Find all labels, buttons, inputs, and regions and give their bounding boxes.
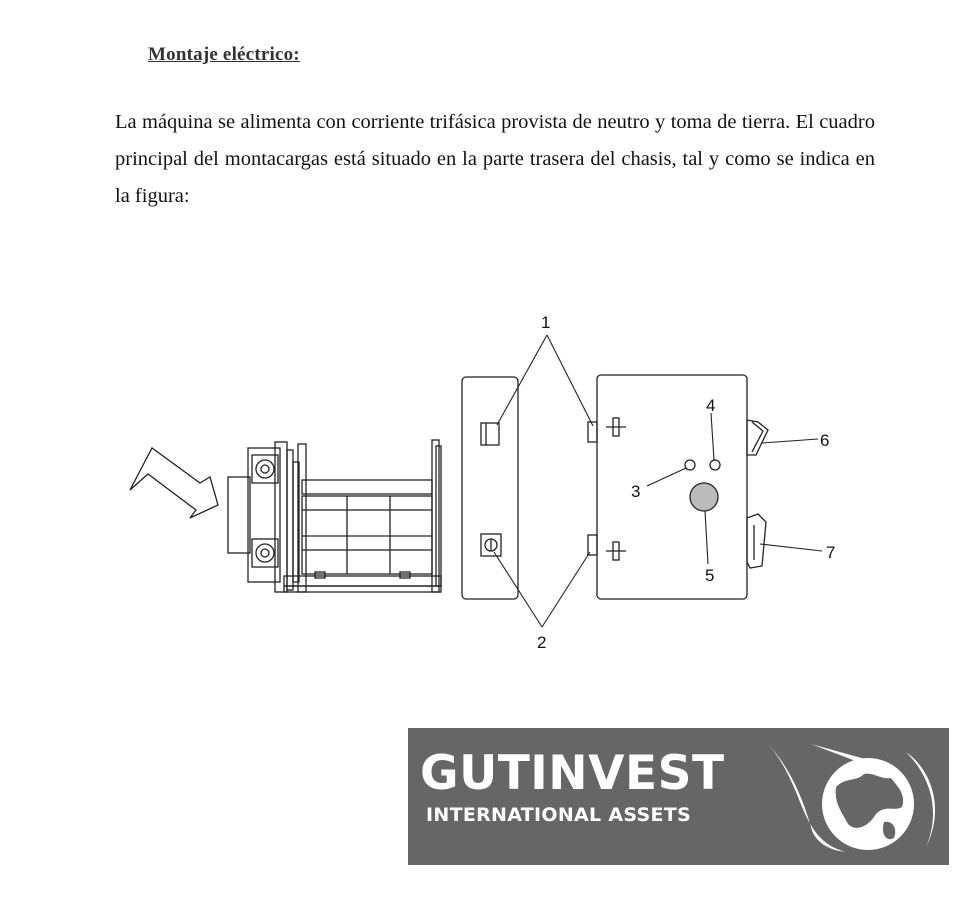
logo-tagline: INTERNATIONAL ASSETS bbox=[426, 804, 692, 826]
panel-left bbox=[462, 377, 518, 599]
watermark-logo bbox=[408, 728, 949, 865]
callout-5: 5 bbox=[705, 566, 715, 585]
callout-1: 1 bbox=[541, 313, 551, 332]
callout-2: 2 bbox=[537, 633, 547, 652]
body-paragraph: La máquina se alimenta con corriente trifásica provista de neutro y toma de tierra. El cuadro principal del montacargas está situado en la parte trasera del chasis, tal y como se indica en la figura: bbox=[115, 111, 875, 207]
callout-6: 6 bbox=[820, 431, 830, 450]
direction-arrow bbox=[130, 448, 218, 518]
callout-4: 4 bbox=[706, 396, 716, 415]
callout-7: 7 bbox=[826, 543, 836, 562]
leader-lines bbox=[494, 335, 822, 627]
section-heading: Montaje eléctrico: bbox=[148, 44, 300, 65]
figure-drawing bbox=[0, 300, 977, 680]
panel-right bbox=[588, 375, 768, 599]
machine-side-view bbox=[228, 440, 441, 592]
callout-3: 3 bbox=[631, 482, 641, 501]
globe-swoosh-icon bbox=[756, 732, 946, 862]
logo-brand: GUTINVEST bbox=[420, 746, 725, 801]
technical-figure bbox=[0, 300, 977, 680]
